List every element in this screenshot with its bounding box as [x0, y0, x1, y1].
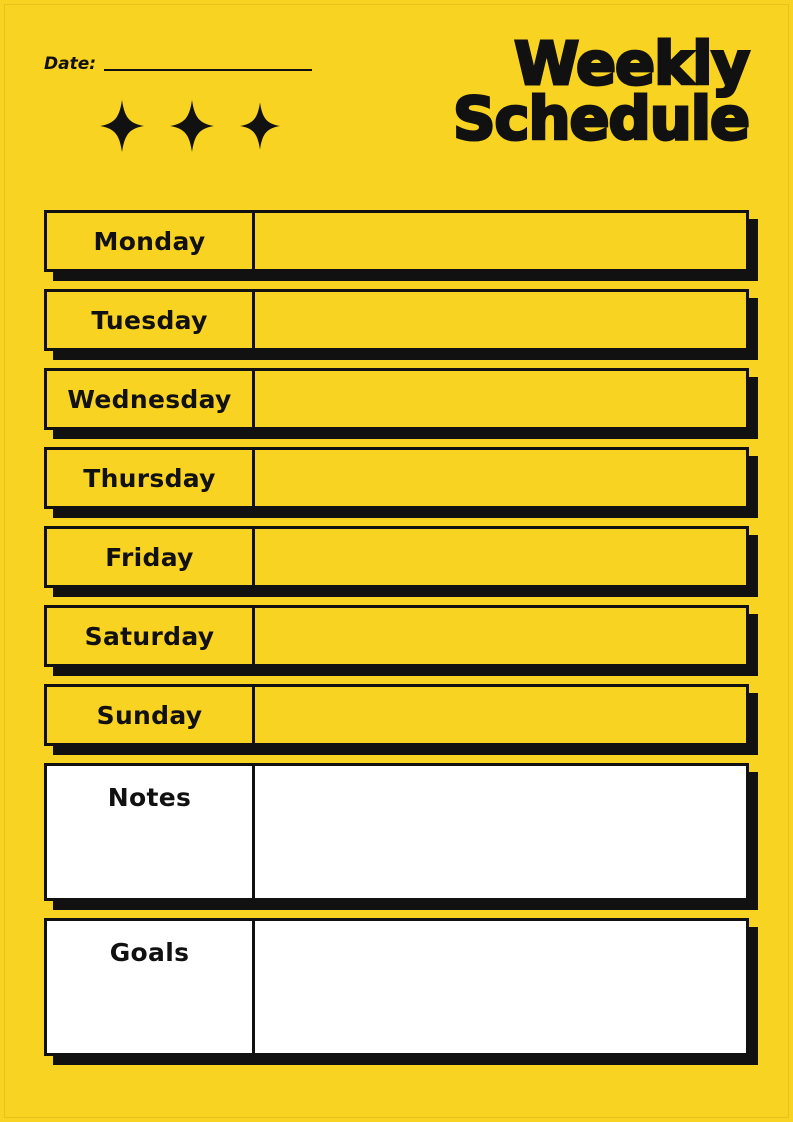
four-point-star-icon	[170, 100, 214, 152]
row-label-cell	[47, 921, 255, 1053]
row-box	[44, 447, 749, 509]
row-box	[44, 684, 749, 746]
row-label: Monday	[93, 226, 206, 256]
row-box	[44, 763, 749, 901]
row-write-area[interactable]	[255, 371, 746, 427]
star-decoration-group	[100, 100, 280, 152]
schedule-row-wednesday	[44, 368, 749, 430]
page-title-line-2: Schedule	[453, 84, 749, 154]
date-field[interactable]	[44, 56, 312, 73]
schedule-row-saturday	[44, 605, 749, 667]
page-header	[0, 0, 793, 185]
schedule-row-notes	[44, 763, 749, 901]
four-point-star-icon	[240, 102, 280, 150]
row-label-cell	[47, 292, 255, 348]
row-label: Thursday	[83, 463, 216, 493]
schedule-row-tuesday	[44, 289, 749, 351]
schedule-row-goals	[44, 918, 749, 1056]
schedule-row-thursday	[44, 447, 749, 509]
row-write-area[interactable]	[255, 766, 746, 898]
schedule-row-friday	[44, 526, 749, 588]
row-write-area[interactable]	[255, 529, 746, 585]
row-label-cell	[47, 529, 255, 585]
row-label-cell	[47, 450, 255, 506]
page-title	[453, 29, 749, 154]
row-write-area[interactable]	[255, 292, 746, 348]
row-box	[44, 210, 749, 272]
schedule-rows	[44, 210, 749, 1073]
four-point-star-icon	[100, 100, 144, 152]
row-label-cell	[47, 608, 255, 664]
row-label-cell	[47, 687, 255, 743]
row-write-area[interactable]	[255, 687, 746, 743]
row-label-cell	[47, 371, 255, 427]
row-label: Wednesday	[67, 384, 232, 414]
row-box	[44, 918, 749, 1056]
schedule-row-monday	[44, 210, 749, 272]
row-label-cell	[47, 766, 255, 898]
schedule-row-sunday	[44, 684, 749, 746]
row-label-cell	[47, 213, 255, 269]
row-write-area[interactable]	[255, 921, 746, 1053]
row-box	[44, 368, 749, 430]
row-label: Notes	[107, 783, 192, 812]
row-box	[44, 526, 749, 588]
row-box	[44, 289, 749, 351]
row-label: Saturday	[84, 621, 215, 651]
row-write-area[interactable]	[255, 213, 746, 269]
row-label: Sunday	[96, 700, 203, 730]
row-write-area[interactable]	[255, 608, 746, 664]
row-label: Tuesday	[91, 305, 208, 335]
date-write-line[interactable]	[104, 69, 312, 71]
row-write-area[interactable]	[255, 450, 746, 506]
row-label: Friday	[105, 542, 194, 572]
date-label: Date:	[44, 54, 97, 74]
page-title-line-1: Weekly	[514, 29, 749, 98]
row-label: Goals	[109, 938, 190, 967]
row-box	[44, 605, 749, 667]
